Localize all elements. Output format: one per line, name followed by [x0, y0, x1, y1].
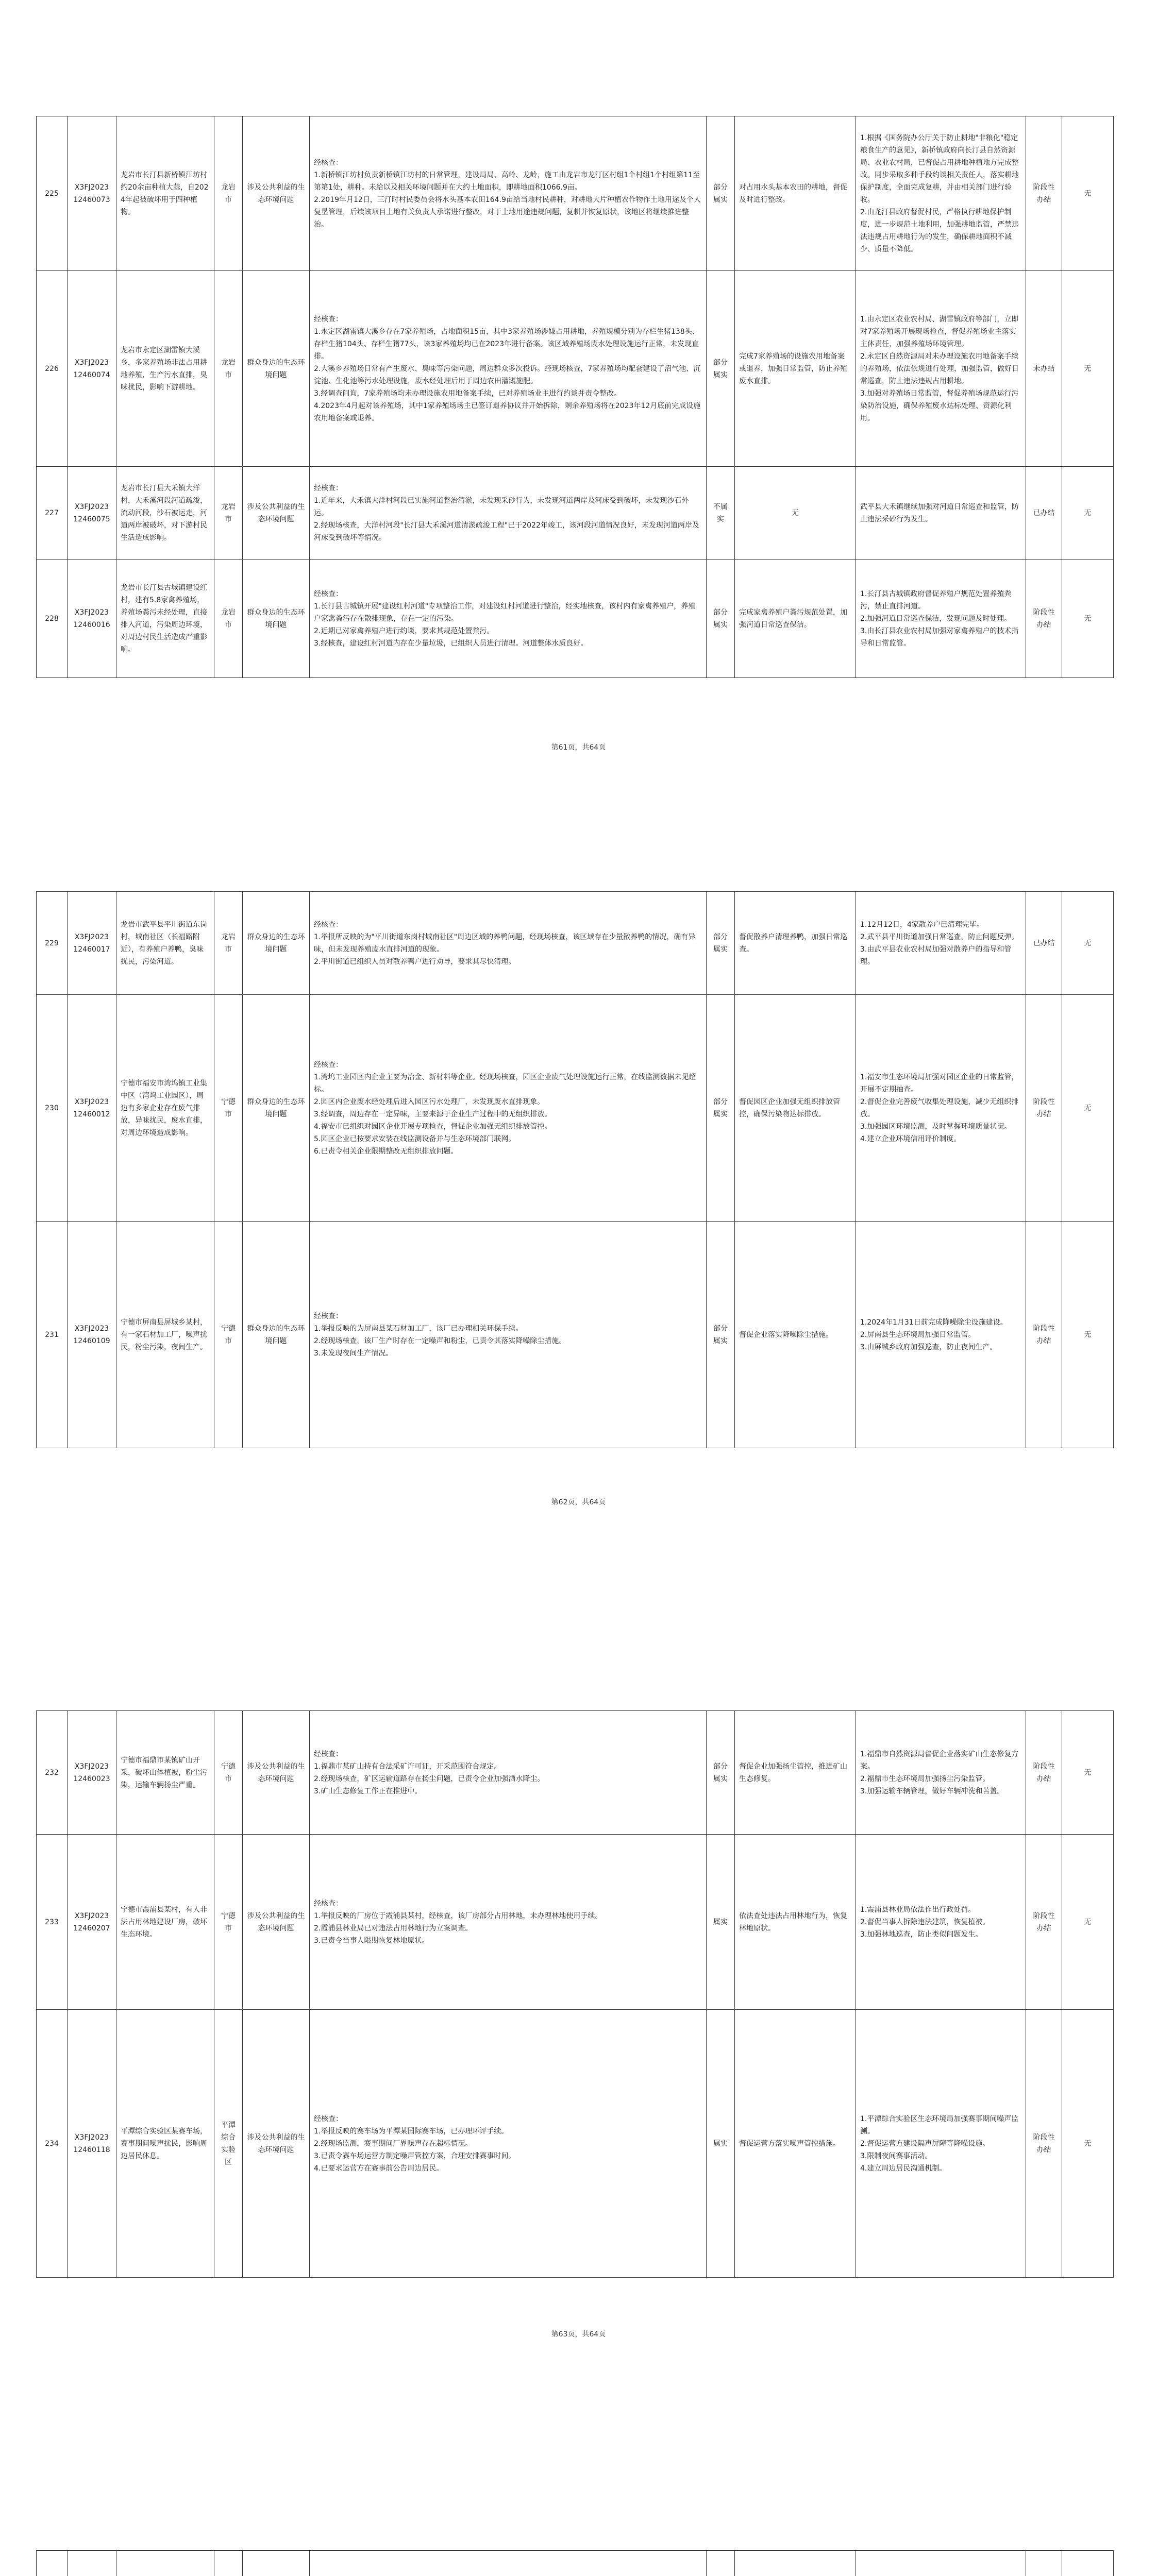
row-status [707, 2551, 735, 2576]
table-row [37, 995, 1114, 1222]
row-city: 龙岩市 [214, 467, 243, 560]
row-no: 231 [37, 1222, 68, 1448]
table-row [37, 892, 1114, 995]
row-rectify: 督促企业落实降噪除尘措施。 [735, 1222, 856, 1448]
row-city [214, 2551, 243, 2576]
row-no: 228 [37, 560, 68, 678]
report-table [36, 891, 1114, 1448]
row-measures: 1.福安市生态环境局加强对园区企业的日常监管，开展不定期抽查。 2.督促企业完善废气收集处理设施，减少无组织排放。 3.加强园区环境监测，及时掌握环境质量状况。 4.建立企业环境信用评价制度。 [856, 995, 1026, 1222]
row-progress: 已办结 [1026, 892, 1062, 995]
row-type: 涉及公共利益的生态环境问题 [243, 1711, 310, 1835]
row-rectify: 完成家禽养殖户粪污规范处置，加强河道日常巡查保洁。 [735, 560, 856, 678]
row-rectify: 督促园区企业加强无组织排放管控，确保污染物达标排放。 [735, 995, 856, 1222]
row-city: 龙岩市 [214, 892, 243, 995]
row-measures: 1.由永定区农业农村局、湖雷镇政府等部门，立即对7家养殖场开展现场检查，督促养殖场业主落实主体责任，加强养殖场环境管理。 2.永定区自然资源局对未办理设施农用地备案手续的养殖场，依法依规进行处理，加强监管，做好日常巡查，防止违法违规占用耕地。 3.加强对养殖场日常监管，督促养殖场规范运行污染防治设施，确保养殖废水达标处理、资源化利用。 [856, 271, 1026, 467]
row-progress: 未办结 [1026, 271, 1062, 467]
row-report: 龙岩市永定区湖雷镇大溪乡，多家养殖场非法占用耕地养殖，生产污水直排，臭味扰民，影响下游耕地。 [116, 271, 214, 467]
row-code: X3FJ2023 12460012 [68, 995, 116, 1222]
row-rectify: 对占用水头基本农田的耕地，督促及时进行整改。 [735, 116, 856, 271]
row-measures: 1.霞浦县林业局依法作出行政处罚。 2.督促当事人拆除违法建筑，恢复植被。 3.加强林地巡查，防止类似问题发生。 [856, 1835, 1026, 2010]
row-report: 宁德市屏南县屏城乡某村，有一家石材加工厂，噪声扰民，粉尘污染，夜间生产。 [116, 1222, 214, 1448]
row-code: X3FJ2023 12460109 [68, 1222, 116, 1448]
row-report: 龙岩市长汀县古城镇建设红村，建有5.8家禽养殖场，养殖场粪污未经处理，直接排入河道，污染周边环境，对周边村民生活造成严重影响。 [116, 560, 214, 678]
row-findings: 经核查： 1.举报所反映的为"平川街道东岗村城南社区"周边区域的养鸭问题，经现场核查，该区域存在少量散养鸭的情况，确有异味，但未发现养殖废水直排河道的现象。 2.平川街道已组织人员对散养鸭户进行劝导，要求其尽快清理。 [310, 892, 707, 995]
table-row [37, 116, 1114, 271]
row-report: 宁德市福鼎市某镇矿山开采，破坏山体植被，粉尘污染，运输车辆扬尘严重。 [116, 1711, 214, 1835]
row-accountability: 无 [1062, 271, 1114, 467]
row-status: 不属实 [707, 467, 735, 560]
row-findings: 经核查： 1.福鼎市某矿山持有合法采矿许可证，开采范围符合规定。 2.经现场核查，矿区运输道路存在扬尘问题，已责令企业加强洒水降尘。 3.矿山生态修复工作正在推进中。 [310, 1711, 707, 1835]
table-row [37, 1835, 1114, 2010]
row-rectify: 督促企业加强扬尘管控，推进矿山生态修复。 [735, 1711, 856, 1835]
row-type: 群众身边的生态环境问题 [243, 892, 310, 995]
row-progress: 阶段性办结 [1026, 995, 1062, 1222]
row-no: 230 [37, 995, 68, 1222]
row-city: 平潭综合实验区 [214, 2010, 243, 2278]
row-report [116, 2551, 214, 2576]
row-measures: 1.平潭综合实验区生态环境局加强赛事期间噪声监测。 2.督促运营方建设隔声屏障等降噪设施。 3.限制夜间赛事活动。 4.建立周边居民沟通机制。 [856, 2010, 1026, 2278]
row-status: 部分属实 [707, 560, 735, 678]
row-no: 233 [37, 1835, 68, 2010]
row-city: 龙岩市 [214, 116, 243, 271]
row-type: 涉及公共利益的生态环境问题 [243, 467, 310, 560]
page-63 [0, 1643, 1157, 2406]
row-report: 平潭综合实验区某赛车场，赛事期间噪声扰民，影响周边居民休息。 [116, 2010, 214, 2278]
page-footer: 第61页，共64页 [551, 743, 606, 752]
table-row [37, 1222, 1114, 1448]
table-row [37, 1711, 1114, 1835]
row-status: 部分属实 [707, 1222, 735, 1448]
table-row [37, 2551, 1114, 2576]
row-measures: 1.福鼎市自然资源局督促企业落实矿山生态修复方案。 2.福鼎市生态环境局加强扬尘污染监管。 3.加强运输车辆管理，做好车辆冲洗和苫盖。 [856, 1711, 1026, 1835]
row-report: 龙岩市长汀县新桥镇江坊村约20余亩种植大蒜，自2024年起被破坏用于四种植物。 [116, 116, 214, 271]
row-code [68, 2551, 116, 2576]
row-report: 龙岩市武平县平川街道东岗村，城南社区（长福路附近），有养殖户养鸭，臭味扰民，污染河道。 [116, 892, 214, 995]
row-city: 龙岩市 [214, 271, 243, 467]
row-no: 226 [37, 271, 68, 467]
row-code: X3FJ2023 12460017 [68, 892, 116, 995]
row-code: X3FJ2023 12460016 [68, 560, 116, 678]
row-findings: 经核查： 1.举报反映的厂房位于霞浦县某村，经核查，该厂房部分占用林地，未办理林地使用手续。 2.霞浦县林业局已对违法占用林地行为立案调查。 3.已责令当事人限期恢复林地原状。 [310, 1835, 707, 2010]
page-62 [0, 824, 1157, 1587]
row-accountability: 无 [1062, 560, 1114, 678]
row-city: 宁德市 [214, 995, 243, 1222]
row-no [37, 2551, 68, 2576]
row-accountability: 无 [1062, 1222, 1114, 1448]
row-accountability: 无 [1062, 116, 1114, 271]
row-code: X3FJ2023 12460023 [68, 1711, 116, 1835]
row-code: X3FJ2023 12460074 [68, 271, 116, 467]
row-accountability: 无 [1062, 2010, 1114, 2278]
page-61 [0, 0, 1157, 762]
table-row [37, 467, 1114, 560]
row-type: 群众身边的生态环境问题 [243, 995, 310, 1222]
row-type: 群众身边的生态环境问题 [243, 560, 310, 678]
row-findings: 经核查： 1.近年来，大禾镇大洋村河段已实施河道整治清淤，未发现采砂行为，未发现河道两岸及河床受到破坏，未发现沙石外运。 2.经现场核查，大洋村河段"长汀县大禾溪河道清淤疏浚工程"已于2022年竣工，该河段河道情况良好，未发现河道两岸及河床受到破坏等情况。 [310, 467, 707, 560]
row-type [243, 2551, 310, 2576]
row-type: 涉及公共利益的生态环境问题 [243, 116, 310, 271]
row-report: 宁德市福安市湾坞镇工业集中区（湾坞工业园区），周边有多家企业存在废气排放，异味扰民，废水直排，对周边环境造成影响。 [116, 995, 214, 1222]
row-code: X3FJ2023 12460207 [68, 1835, 116, 2010]
row-accountability: 无 [1062, 467, 1114, 560]
row-measures: 武平县大禾镇继续加强对河道日常巡查和监管，防止违法采砂行为发生。 [856, 467, 1026, 560]
row-progress: 阶段性办结 [1026, 2010, 1062, 2278]
row-progress: 阶段性办结 [1026, 116, 1062, 271]
row-accountability: 无 [1062, 892, 1114, 995]
row-city: 龙岩市 [214, 560, 243, 678]
row-status: 部分属实 [707, 892, 735, 995]
row-status: 部分属实 [707, 995, 735, 1222]
row-rectify: 无 [735, 467, 856, 560]
row-status: 属实 [707, 1835, 735, 2010]
row-findings: 经核查： 1.举报反映的为屏南县某石材加工厂，该厂已办理相关环保手续。 2.经现场核查，该厂生产时存在一定噪声和粉尘，已责令其落实降噪除尘措施。 3.未发现夜间生产情况。 [310, 1222, 707, 1448]
report-table [36, 2550, 1114, 2576]
row-accountability: 无 [1062, 1711, 1114, 1835]
row-status: 部分属实 [707, 1711, 735, 1835]
row-city: 宁德市 [214, 1222, 243, 1448]
row-accountability: 无 [1062, 1835, 1114, 2010]
row-code: X3FJ2023 12460118 [68, 2010, 116, 2278]
row-findings: 经核查： 1.新桥镇江坊村负责新桥镇江坊村的日常管理，建设局局、高岭、龙岭，施工由龙岩市龙汀区村组1个村组1个村组第11至第第1处，耕种。未给以及相关环境问题并在大约土地面积，即耕地面积1066.9亩。 2.2019年月12日，三汀时村民委员会将水头基本农田164.9亩给当地村民耕种，对耕地大片种植农作物作土地用途及个人复垦管理，后续该项目土地有关负责人承诺进行整改，对于土地用途违规问题，复耕并恢复原状，该地区将继续推进整治。 [310, 116, 707, 271]
row-type: 涉及公共利益的生态环境问题 [243, 1835, 310, 2010]
row-findings: 经核查： 1.永定区湖雷镇大溪乡存在7家养殖场，占地面积15亩，其中3家养殖场涉嫌占用耕地，养殖规模分别为存栏生猪138头、存栏生猪104头、存栏生猪77头，该3家养殖场均已在2023年进行备案。该区域养殖场废水处理设施运行正常，未发现直排。 2.大溪乡养殖场日常有产生废水、臭味等污染问题，周边群众多次投诉。经现场核查，7家养殖场均配套建设了沼气池、沉淀池、生化池等污水处理设施，废水经处理后用于周边农田灌溉施肥。 3.经调查问询，7家养殖场均未办理设施农用地备案手续，已对养殖场业主进行约谈并责令整改。 4.2023年4月起对该养殖场，其中1家养殖场场主已签订退养协议并开始拆除，剩余养殖场将在2023年12月底前完成设施农用地备案或退养。 [310, 271, 707, 467]
row-code: X3FJ2023 12460073 [68, 116, 116, 271]
row-progress: 已办结 [1026, 467, 1062, 560]
row-progress: 阶段性办结 [1026, 1835, 1062, 2010]
row-type: 群众身边的生态环境问题 [243, 1222, 310, 1448]
row-measures: 1.根据《国务院办公厅关于防止耕地"非粮化"稳定粮食生产的意见》，新桥镇政府向长汀县自然资源局、农业农村局，已督促占用耕地种植地方完成整改。同步采取多种手段约谈相关责任人，落实耕地保护制度，全面完成复耕，并由相关部门进行验收。 2.由龙汀县政府督促村民，严格执行耕地保护制度，进一步规范土地利用，加强耕地监管，严禁违法违规占用耕地行为的发生，确保耕地面积不减少、质量不降低。 [856, 116, 1026, 271]
row-rectify: 督促散养户清理养鸭，加强日常巡查。 [735, 892, 856, 995]
row-rectify: 督促运营方落实噪声管控措施。 [735, 2010, 856, 2278]
row-city: 宁德市 [214, 1711, 243, 1835]
row-progress: 阶段性办结 [1026, 560, 1062, 678]
row-measures: 1.12月12日，4家散养户已清理完毕。 2.武平县平川街道加强日常巡查，防止问题反弹。 3.由武平县农业农村局加强对散养户的指导和管理。 [856, 892, 1026, 995]
row-type: 群众身边的生态环境问题 [243, 271, 310, 467]
row-progress: 阶段性办结 [1026, 1711, 1062, 1835]
row-measures [856, 2551, 1026, 2576]
row-status: 部分属实 [707, 116, 735, 271]
row-findings [310, 2551, 707, 2576]
row-progress: 阶段性办结 [1026, 1222, 1062, 1448]
page-footer: 第63页，共64页 [551, 2330, 606, 2338]
report-table [36, 1710, 1114, 2278]
table-row [37, 271, 1114, 467]
row-rectify: 依法查处违法占用林地行为，恢复林地原状。 [735, 1835, 856, 2010]
row-status: 部分属实 [707, 271, 735, 467]
row-progress [1026, 2551, 1062, 2576]
report-table [36, 116, 1114, 678]
row-no: 227 [37, 467, 68, 560]
row-status: 属实 [707, 2010, 735, 2278]
page-footer: 第62页，共64页 [551, 1498, 606, 1506]
row-accountability: 无 [1062, 995, 1114, 1222]
row-report: 宁德市霞浦县某村，有人非法占用林地建设厂房，破坏生态环境。 [116, 1835, 214, 2010]
row-measures: 1.2024年1月31日前完成降噪除尘设施建设。 2.屏南县生态环境局加强日常监管。 3.由屏城乡政府加强巡查，防止夜间生产。 [856, 1222, 1026, 1448]
table-row [37, 2010, 1114, 2278]
row-rectify [735, 2551, 856, 2576]
row-type: 涉及公共利益的生态环境问题 [243, 2010, 310, 2278]
row-code: X3FJ2023 12460075 [68, 467, 116, 560]
table-row [37, 560, 1114, 678]
row-findings: 经核查： 1.长汀县古城镇开展"建设红村河道"专项整治工作，对建设红村河道进行整治，经实地核查，该村内有家禽养殖户，养殖户家禽粪污存在散排现象，存在一定的污染。 2.近期已对家禽养殖户进行约谈，要求其规范处置粪污。 3.经核查，建设红村河道内存在少量垃圾，已组织人员进行清理。河道整体水质良好。 [310, 560, 707, 678]
row-no: 229 [37, 892, 68, 995]
row-no: 225 [37, 116, 68, 271]
row-no: 234 [37, 2010, 68, 2278]
row-city: 宁德市 [214, 1835, 243, 2010]
row-findings: 经核查： 1.湾坞工业园区内企业主要为冶金、新材料等企业。经现场核查，园区企业废气处理设施运行正常，在线监测数据未见超标。 2.园区内企业废水经处理后进入园区污水处理厂，未发现废水直排现象。 3.经调查，周边存在一定异味，主要来源于企业生产过程中的无组织排放。 4.福安市已组织对园区企业开展专项检查，督促企业加强无组织排放管控。 5.园区企业已按要求安装在线监测设备并与生态环境部门联网。 6.已责令相关企业限期整改无组织排放问题。 [310, 995, 707, 1222]
page-64 [0, 2473, 1157, 2576]
row-no: 232 [37, 1711, 68, 1835]
row-rectify: 完成7家养殖场的设施农用地备案或退养，加强日常监管，防止养殖废水直排。 [735, 271, 856, 467]
row-measures: 1.长汀县古城镇政府督促养殖户规范处置养殖粪污，禁止直排河道。 2.加强河道日常巡查保洁，发现问题及时处理。 3.由长汀县农业农村局加强对家禽养殖户的技术指导和日常监管。 [856, 560, 1026, 678]
row-accountability [1062, 2551, 1114, 2576]
row-findings: 经核查： 1.举报反映的赛车场为平潭某国际赛车场，已办理环评手续。 2.经现场监测，赛事期间厂界噪声存在超标情况。 3.已责令赛车场运营方制定噪声管控方案，合理安排赛事时间。 4.已要求运营方在赛事前公告周边居民。 [310, 2010, 707, 2278]
row-report: 龙岩市长汀县大禾镇大洋村，大禾溪河段河道疏浚，流动河段，沙石被运走，河道两岸被破坏，对下游村民生活造成影响。 [116, 467, 214, 560]
